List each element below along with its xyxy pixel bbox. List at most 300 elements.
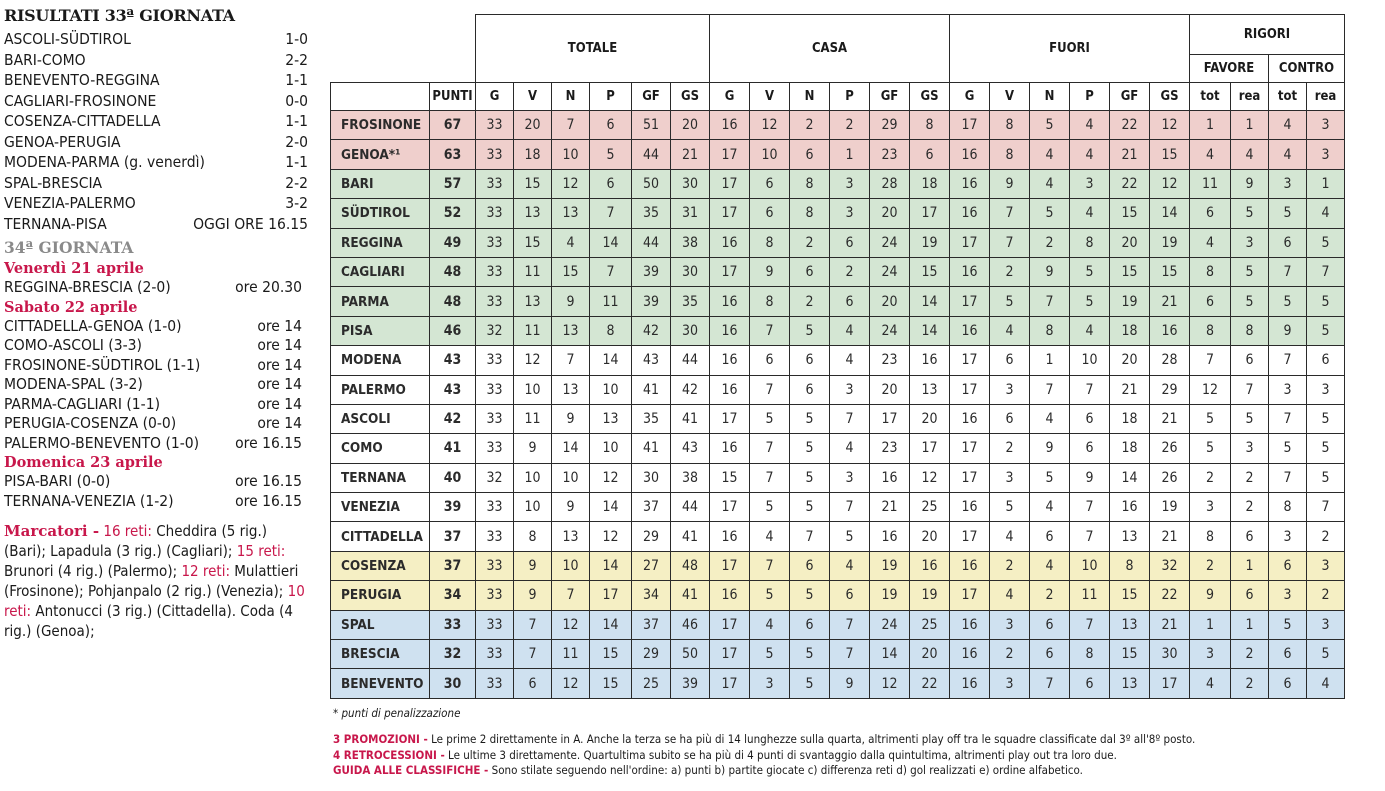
column-header: N: [552, 83, 590, 111]
stat-cell: 21: [1110, 140, 1150, 169]
stat-cell: 5: [1307, 404, 1345, 433]
stat-cell: 19: [1150, 493, 1190, 522]
stat-cell: 9: [1269, 316, 1307, 345]
stat-cell: 2: [1231, 463, 1269, 492]
stat-cell: 7: [830, 404, 870, 433]
stat-cell: 14: [910, 287, 950, 316]
stat-cell: 3: [1190, 493, 1231, 522]
stat-cell: 5: [1231, 257, 1269, 286]
stat-cell: 5: [1190, 404, 1231, 433]
stat-cell: 17: [710, 551, 750, 580]
stat-cell: 16: [950, 640, 990, 669]
stat-cell: 21: [870, 493, 910, 522]
column-header: tot: [1190, 83, 1231, 111]
stat-cell: 14: [590, 493, 632, 522]
stat-cell: 12: [590, 522, 632, 551]
stat-cell: 17: [950, 346, 990, 375]
team-name: VENEZIA: [331, 493, 430, 522]
scorers-goals-12: 12 reti:: [181, 562, 230, 580]
fixture-match: PERUGIA-COSENZA (0-0): [4, 414, 177, 432]
stat-cell: 15: [1110, 640, 1150, 669]
stat-cell: 7: [790, 522, 830, 551]
stat-cell: 34: [632, 581, 671, 610]
stat-cell: 27: [632, 551, 671, 580]
stat-cell: 33: [476, 493, 514, 522]
stat-cell: 6: [750, 199, 790, 228]
stat-cell: 30: [632, 463, 671, 492]
stat-cell: 8: [910, 111, 950, 140]
stat-cell: 4: [1307, 669, 1345, 698]
stat-cell: 5: [750, 404, 790, 433]
stat-cell: 7: [1269, 346, 1307, 375]
points-cell: 37: [430, 551, 476, 580]
stat-cell: 5: [590, 140, 632, 169]
stat-cell: 3: [1269, 375, 1307, 404]
stat-cell: 4: [1030, 551, 1070, 580]
table-row: [331, 169, 1345, 198]
stat-cell: 6: [1231, 581, 1269, 610]
stat-cell: 2: [1231, 493, 1269, 522]
stat-cell: 22: [1150, 581, 1190, 610]
stat-cell: 35: [671, 287, 710, 316]
column-header: P: [590, 83, 632, 111]
column-header: GS: [671, 83, 710, 111]
stat-cell: 4: [1269, 111, 1307, 140]
stat-cell: 7: [1269, 404, 1307, 433]
stat-cell: 7: [750, 463, 790, 492]
result-row: [4, 111, 308, 132]
stat-cell: 12: [910, 463, 950, 492]
team-name: MODENA: [331, 346, 430, 375]
fixture-day: Sabato 22 aprile: [4, 298, 138, 316]
stat-cell: 8: [990, 140, 1030, 169]
stat-cell: 15: [590, 640, 632, 669]
stat-cell: 6: [1190, 287, 1231, 316]
stat-cell: 6: [790, 257, 830, 286]
stat-cell: 5: [1190, 434, 1231, 463]
stat-cell: 5: [1307, 228, 1345, 257]
result-row: [4, 173, 308, 194]
stat-cell: 33: [476, 346, 514, 375]
stat-cell: 5: [790, 434, 830, 463]
stat-cell: 4: [830, 434, 870, 463]
note-guide-text: Sono stilate seguendo nell'ordine: a) punti b) partite giocate c) differenza reti d) gol realizzati e) ordine alfabetico.: [488, 763, 1083, 777]
stat-cell: 17: [710, 669, 750, 698]
stat-cell: 21: [1110, 375, 1150, 404]
stat-cell: 33: [476, 140, 514, 169]
result-match: ASCOLI-SÜDTIROL: [4, 30, 131, 48]
stat-cell: 14: [552, 434, 590, 463]
team-name: SPAL: [331, 610, 430, 639]
points-cell: 32: [430, 640, 476, 669]
stat-cell: 22: [1110, 111, 1150, 140]
stat-cell: 1: [1030, 346, 1070, 375]
result-score: OGGI ORE 16.15: [193, 214, 308, 233]
points-cell: 33: [430, 610, 476, 639]
stat-cell: 2: [1190, 463, 1231, 492]
points-cell: 30: [430, 669, 476, 698]
column-header: rea: [1307, 83, 1345, 111]
stat-cell: 5: [750, 581, 790, 610]
stat-cell: 33: [476, 434, 514, 463]
team-name: GENOA*¹: [331, 140, 430, 169]
stat-cell: 7: [1070, 493, 1110, 522]
team-name: COMO: [331, 434, 430, 463]
note-promotions-label: 3 PROMOZIONI -: [333, 732, 428, 746]
fixture-match: TERNANA-VENEZIA (1-2): [4, 491, 174, 510]
stat-cell: 5: [790, 640, 830, 669]
stat-cell: 3: [1190, 640, 1231, 669]
stat-cell: 5: [1307, 287, 1345, 316]
stat-cell: 33: [476, 551, 514, 580]
stat-cell: 38: [671, 228, 710, 257]
stat-cell: 10: [514, 463, 552, 492]
stat-cell: 3: [1269, 581, 1307, 610]
stat-cell: 2: [1307, 522, 1345, 551]
stat-cell: 6: [750, 346, 790, 375]
column-header: tot: [1269, 83, 1307, 111]
stat-cell: 4: [1190, 228, 1231, 257]
stat-cell: 2: [830, 111, 870, 140]
scorers-goals-16: 16 reti:: [103, 522, 152, 540]
fixture-row: [4, 336, 308, 356]
stat-cell: 30: [671, 257, 710, 286]
table-row: [331, 610, 1345, 639]
stat-cell: 4: [1070, 111, 1110, 140]
table-corner: [331, 15, 476, 83]
team-name: BENEVENTO: [331, 669, 430, 698]
group-fuori: FUORI: [950, 15, 1190, 83]
group-rigori: RIGORI: [1190, 15, 1345, 55]
table-row: [331, 404, 1345, 433]
stat-cell: 9: [990, 169, 1030, 198]
stat-cell: 6: [590, 169, 632, 198]
stat-cell: 16: [910, 551, 950, 580]
stat-cell: 10: [590, 375, 632, 404]
stat-cell: 17: [950, 375, 990, 404]
stat-cell: 29: [870, 111, 910, 140]
stat-cell: 33: [476, 404, 514, 433]
stat-cell: 7: [750, 551, 790, 580]
stat-cell: 43: [671, 434, 710, 463]
stat-cell: 3: [1307, 551, 1345, 580]
result-score: 1-1: [285, 153, 308, 171]
stat-cell: 23: [870, 140, 910, 169]
table-row: [331, 551, 1345, 580]
stat-cell: 8: [1190, 257, 1231, 286]
stat-cell: 6: [790, 610, 830, 639]
stat-cell: 17: [710, 640, 750, 669]
stat-cell: 4: [830, 346, 870, 375]
scorers-list-16: Cheddira (5 rig.) (Bari); Lapadula (3 rig.) (Cagliari);: [4, 522, 268, 560]
stat-cell: 21: [1150, 522, 1190, 551]
stat-cell: 6: [830, 581, 870, 610]
stat-cell: 14: [910, 316, 950, 345]
stat-cell: 15: [910, 257, 950, 286]
stat-cell: 33: [476, 199, 514, 228]
stat-cell: 17: [710, 404, 750, 433]
stat-cell: 7: [830, 640, 870, 669]
stat-cell: 14: [590, 610, 632, 639]
stat-cell: 42: [632, 316, 671, 345]
stat-cell: 8: [1231, 316, 1269, 345]
stat-cell: 15: [1150, 140, 1190, 169]
stat-cell: 11: [552, 640, 590, 669]
stat-cell: 9: [750, 257, 790, 286]
table-row: [331, 434, 1345, 463]
fixture-time: ore 14: [257, 355, 302, 374]
stat-cell: 19: [910, 581, 950, 610]
table-row: [331, 581, 1345, 610]
stat-cell: 15: [1110, 199, 1150, 228]
stat-cell: 7: [590, 257, 632, 286]
stat-cell: 6: [1070, 669, 1110, 698]
stat-cell: 16: [870, 463, 910, 492]
result-row: [4, 214, 308, 235]
points-cell: 49: [430, 228, 476, 257]
stat-cell: 20: [671, 111, 710, 140]
stat-cell: 10: [590, 434, 632, 463]
stat-cell: 2: [1307, 581, 1345, 610]
stat-cell: 17: [910, 434, 950, 463]
stat-cell: 4: [1269, 140, 1307, 169]
stat-cell: 33: [476, 610, 514, 639]
table-row: [331, 463, 1345, 492]
note-promotions-text: Le prime 2 direttamente in A. Anche la terza se ha più di 14 lunghezze sulla quarta, altrimenti play off tra le squadre classificate dal 3º all'8º posto.: [427, 732, 1196, 746]
stat-cell: 17: [950, 434, 990, 463]
stat-cell: 20: [1110, 346, 1150, 375]
stat-cell: 7: [1307, 257, 1345, 286]
points-cell: 57: [430, 169, 476, 198]
stat-cell: 12: [1150, 169, 1190, 198]
header-team: [331, 83, 430, 111]
stat-cell: 16: [1110, 493, 1150, 522]
stat-cell: 16: [950, 669, 990, 698]
stat-cell: 16: [950, 169, 990, 198]
stat-cell: 46: [671, 610, 710, 639]
stat-cell: 7: [1030, 287, 1070, 316]
stat-cell: 3: [1307, 610, 1345, 639]
stat-cell: 16: [950, 551, 990, 580]
stat-cell: 12: [870, 669, 910, 698]
stat-cell: 16: [710, 287, 750, 316]
stat-cell: 39: [671, 669, 710, 698]
team-name: PALERMO: [331, 375, 430, 404]
stat-cell: 16: [950, 257, 990, 286]
stat-cell: 7: [990, 199, 1030, 228]
stat-cell: 12: [552, 169, 590, 198]
stat-cell: 37: [632, 493, 671, 522]
result-match: CAGLIARI-FROSINONE: [4, 91, 157, 110]
stat-cell: 9: [514, 434, 552, 463]
stat-cell: 18: [1110, 434, 1150, 463]
stat-cell: 6: [790, 140, 830, 169]
stat-cell: 6: [990, 404, 1030, 433]
stat-cell: 15: [514, 228, 552, 257]
scorers-block: [4, 521, 308, 641]
column-header: rea: [1231, 83, 1269, 111]
stat-cell: 12: [514, 346, 552, 375]
stat-cell: 21: [1150, 404, 1190, 433]
stat-cell: 6: [790, 346, 830, 375]
table-row: [331, 493, 1345, 522]
stat-cell: 15: [590, 669, 632, 698]
stat-cell: 4: [1030, 169, 1070, 198]
stat-cell: 7: [1070, 522, 1110, 551]
stat-cell: 12: [1150, 111, 1190, 140]
stat-cell: 3: [990, 375, 1030, 404]
stat-cell: 9: [1030, 257, 1070, 286]
team-name: PARMA: [331, 287, 430, 316]
stat-cell: 28: [1150, 346, 1190, 375]
stat-cell: 13: [1110, 610, 1150, 639]
result-row: [4, 29, 308, 50]
result-score: 1-0: [285, 30, 308, 48]
stat-cell: 5: [790, 493, 830, 522]
stat-cell: 5: [790, 669, 830, 698]
team-name: BARI: [331, 169, 430, 198]
stat-cell: 13: [514, 199, 552, 228]
stat-cell: 7: [514, 610, 552, 639]
table-row: [331, 375, 1345, 404]
stat-cell: 20: [910, 404, 950, 433]
stat-cell: 4: [990, 522, 1030, 551]
fixture-match: FROSINONE-SÜDTIROL (1-1): [4, 355, 201, 374]
fixture-match: PARMA-CAGLIARI (1-1): [4, 394, 161, 413]
team-name: CITTADELLA: [331, 522, 430, 551]
stat-cell: 2: [1030, 581, 1070, 610]
stat-cell: 30: [671, 316, 710, 345]
stat-cell: 41: [632, 375, 671, 404]
fixture-row: [4, 414, 308, 434]
fixture-row: [4, 395, 308, 415]
fixture-day: Venerdì 21 aprile: [4, 260, 144, 277]
points-cell: 42: [430, 404, 476, 433]
scorers-goals-15: 15 reti:: [236, 542, 286, 560]
fixture-match: MODENA-SPAL (3-2): [4, 375, 143, 393]
stat-cell: 39: [632, 287, 671, 316]
stat-cell: 41: [632, 434, 671, 463]
stat-cell: 24: [870, 316, 910, 345]
stat-cell: 8: [790, 169, 830, 198]
result-match: BENEVENTO-REGGINA: [4, 71, 160, 89]
note-relegations-text: Le ultime 3 direttamente. Quartultima subito se ha più di 4 punti di svantaggio dalla quintultima, altrimenti play out tra loro due.: [444, 747, 1117, 762]
table-row: [331, 140, 1345, 169]
stat-cell: 16: [910, 346, 950, 375]
stat-cell: 3: [990, 669, 1030, 698]
stat-cell: 6: [990, 346, 1030, 375]
stat-cell: 5: [1231, 404, 1269, 433]
fixture-row: [4, 472, 308, 492]
stat-cell: 5: [750, 493, 790, 522]
stat-cell: 10: [514, 493, 552, 522]
stat-cell: 9: [1190, 581, 1231, 610]
next-round-title: 34ª GIORNATA: [4, 238, 134, 257]
stat-cell: 2: [790, 228, 830, 257]
stat-cell: 9: [552, 287, 590, 316]
table-row: [331, 669, 1345, 698]
stat-cell: 17: [710, 257, 750, 286]
stat-cell: 19: [1110, 287, 1150, 316]
stat-cell: 4: [1030, 493, 1070, 522]
column-header: G: [950, 83, 990, 111]
stat-cell: 22: [1110, 169, 1150, 198]
stat-cell: 7: [830, 493, 870, 522]
group-totale: TOTALE: [476, 15, 710, 83]
stat-cell: 1: [1307, 169, 1345, 198]
stat-cell: 4: [990, 581, 1030, 610]
result-match: VENEZIA-PALERMO: [4, 194, 136, 212]
points-cell: 67: [430, 111, 476, 140]
stat-cell: 21: [671, 140, 710, 169]
fixture-time: ore 16.15: [235, 472, 302, 490]
stat-cell: 4: [1070, 199, 1110, 228]
stat-cell: 7: [1030, 669, 1070, 698]
fixture-row: [4, 375, 308, 395]
stat-cell: 4: [1307, 199, 1345, 228]
stat-cell: 6: [1030, 610, 1070, 639]
table-row: [331, 640, 1345, 669]
stat-cell: 20: [910, 640, 950, 669]
stat-cell: 3: [1307, 375, 1345, 404]
stat-cell: 16: [710, 228, 750, 257]
group-contro: CONTRO: [1269, 55, 1345, 83]
stat-cell: 7: [1070, 610, 1110, 639]
stat-cell: 19: [1150, 228, 1190, 257]
stat-cell: 6: [790, 375, 830, 404]
stat-cell: 33: [476, 169, 514, 198]
note-relegations-label: 4 RETROCESSIONI -: [333, 747, 445, 762]
stat-cell: 5: [1307, 640, 1345, 669]
stat-cell: 6: [1070, 434, 1110, 463]
column-header: V: [514, 83, 552, 111]
standings-table: [330, 14, 1345, 699]
stat-cell: 12: [590, 463, 632, 492]
results-list: [4, 29, 308, 234]
stat-cell: 7: [750, 375, 790, 404]
stat-cell: 6: [910, 140, 950, 169]
result-match: BARI-COMO: [4, 50, 86, 69]
stat-cell: 16: [710, 581, 750, 610]
points-cell: 40: [430, 463, 476, 492]
stat-cell: 11: [514, 404, 552, 433]
stat-cell: 33: [476, 228, 514, 257]
stat-cell: 6: [1190, 199, 1231, 228]
stat-cell: 3: [1307, 111, 1345, 140]
stat-cell: 44: [671, 493, 710, 522]
stat-cell: 3: [1269, 522, 1307, 551]
stat-cell: 5: [790, 316, 830, 345]
stat-cell: 3: [990, 610, 1030, 639]
stat-cell: 32: [1150, 551, 1190, 580]
stat-cell: 15: [710, 463, 750, 492]
stat-cell: 50: [632, 169, 671, 198]
column-header: V: [990, 83, 1030, 111]
stat-cell: 7: [1070, 375, 1110, 404]
fixture-match: PISA-BARI (0-0): [4, 472, 111, 490]
stat-cell: 5: [1231, 287, 1269, 316]
stat-cell: 3: [1070, 169, 1110, 198]
stat-cell: 15: [1110, 581, 1150, 610]
stat-cell: 26: [1150, 434, 1190, 463]
stat-cell: 8: [1030, 316, 1070, 345]
column-header: G: [476, 83, 514, 111]
stat-cell: 29: [632, 522, 671, 551]
team-name: FROSINONE: [331, 111, 430, 140]
table-row: [331, 522, 1345, 551]
stat-cell: 20: [1110, 228, 1150, 257]
table-row: [331, 257, 1345, 286]
